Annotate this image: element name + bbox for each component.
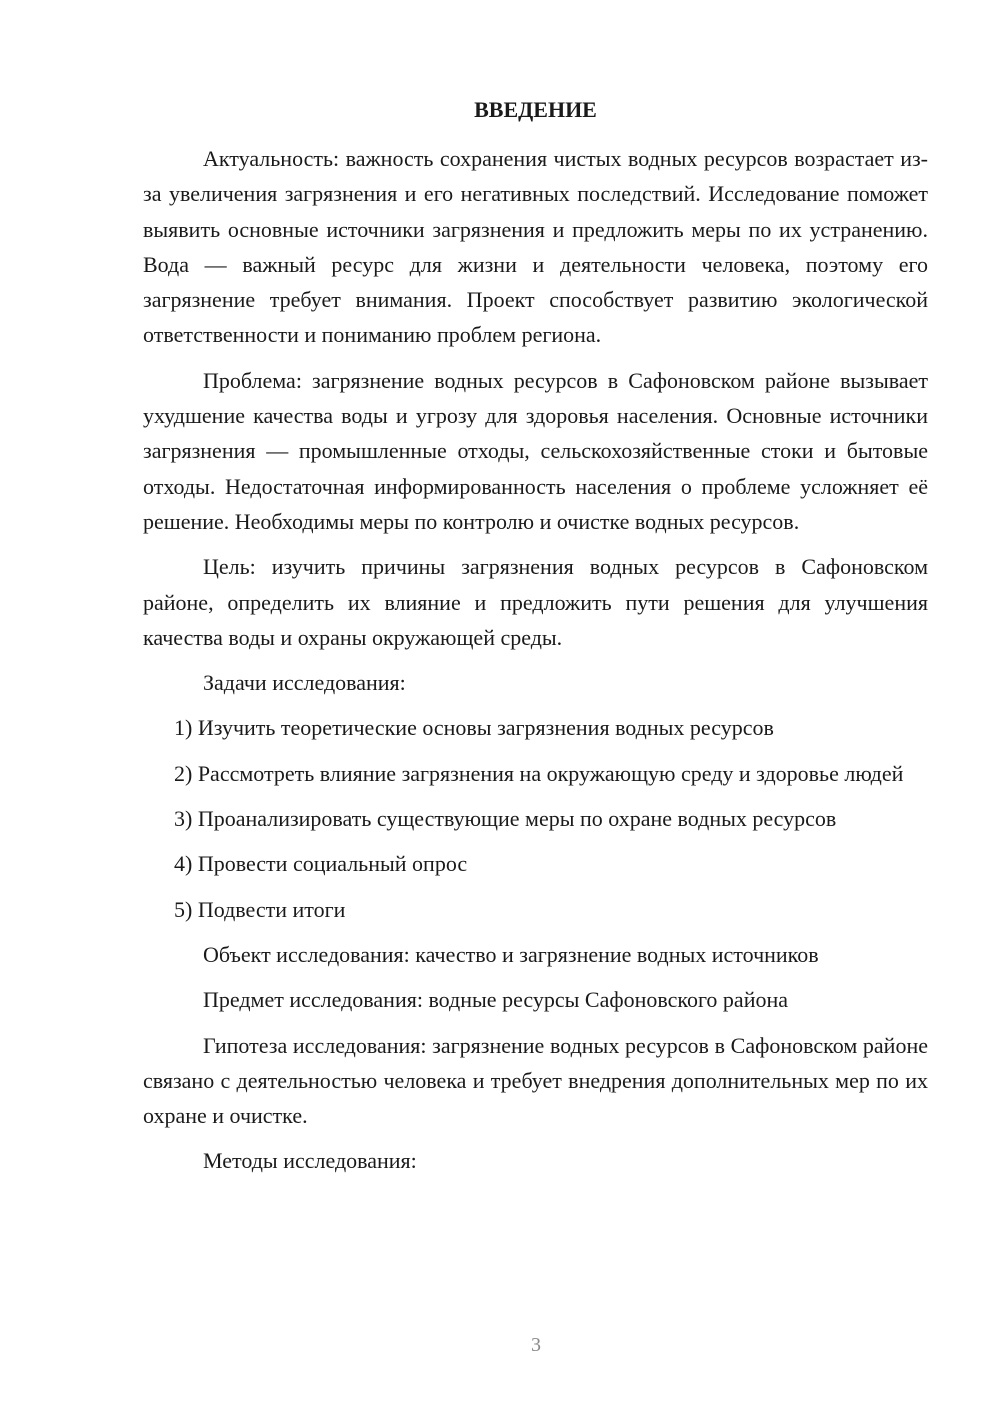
task-item-1: 1) Изучить теоретические основы загрязнения водных ресурсов — [174, 715, 774, 741]
problem-paragraph: Проблема: загрязнение водных ресурсов в Сафоновском районе вызывает ухудшение качества воды и угрозу для здоровья населения. Основные источники загрязнения — промышленные отходы, сельскохозяйственные стоки и бытовые отходы. Недостаточная информированность населения о проблеме усложняет её решение. Необходимы меры по контролю и очистке водных ресурсов. — [143, 367, 928, 534]
task-item-5: 5) Подвести итоги — [174, 896, 346, 922]
subject-line: Предмет исследования: водные ресурсы Сафоновского района — [203, 987, 789, 1013]
hypothesis-paragraph: Гипотеза исследования: загрязнение водных ресурсов в Сафоновском районе связано с деятельностью человека и требует внедрения дополнительных мер по их охране и очистке. — [143, 1032, 928, 1129]
goal-paragraph: Цель: изучить причины загрязнения водных ресурсов в Сафоновском районе, определить их влияние и предложить пути решения для улучшения качества воды и охраны окружающей среды. — [143, 554, 928, 650]
tasks-heading: Задачи исследования: — [203, 670, 406, 696]
page-number: 3 — [531, 1334, 541, 1356]
methods-heading: Методы исследования: — [203, 1148, 417, 1174]
document-body — [143, 96, 928, 1189]
section-title: ВВЕДЕНИЕ — [474, 97, 597, 122]
object-line: Объект исследования: качество и загрязнение водных источников — [203, 941, 819, 967]
task-item-4: 4) Провести социальный опрос — [174, 851, 468, 877]
task-item-2: 2) Рассмотреть влияние загрязнения на окружающую среду и здоровье людей — [174, 760, 904, 786]
task-item-3: 3) Проанализировать существующие меры по охране водных ресурсов — [174, 806, 837, 832]
relevance-paragraph: Актуальность: важность сохранения чистых водных ресурсов возрастает из-за увеличения загрязнения и его негативных последствий. Исследование поможет выявить основные источники загрязнения и предложить меры по их устранению. Вода — важный ресурс для жизни и деятельности человека, поэтому его загрязнение требует внимания. Проект способствует развитию экологической ответственности и пониманию проблем региона. — [143, 146, 928, 348]
